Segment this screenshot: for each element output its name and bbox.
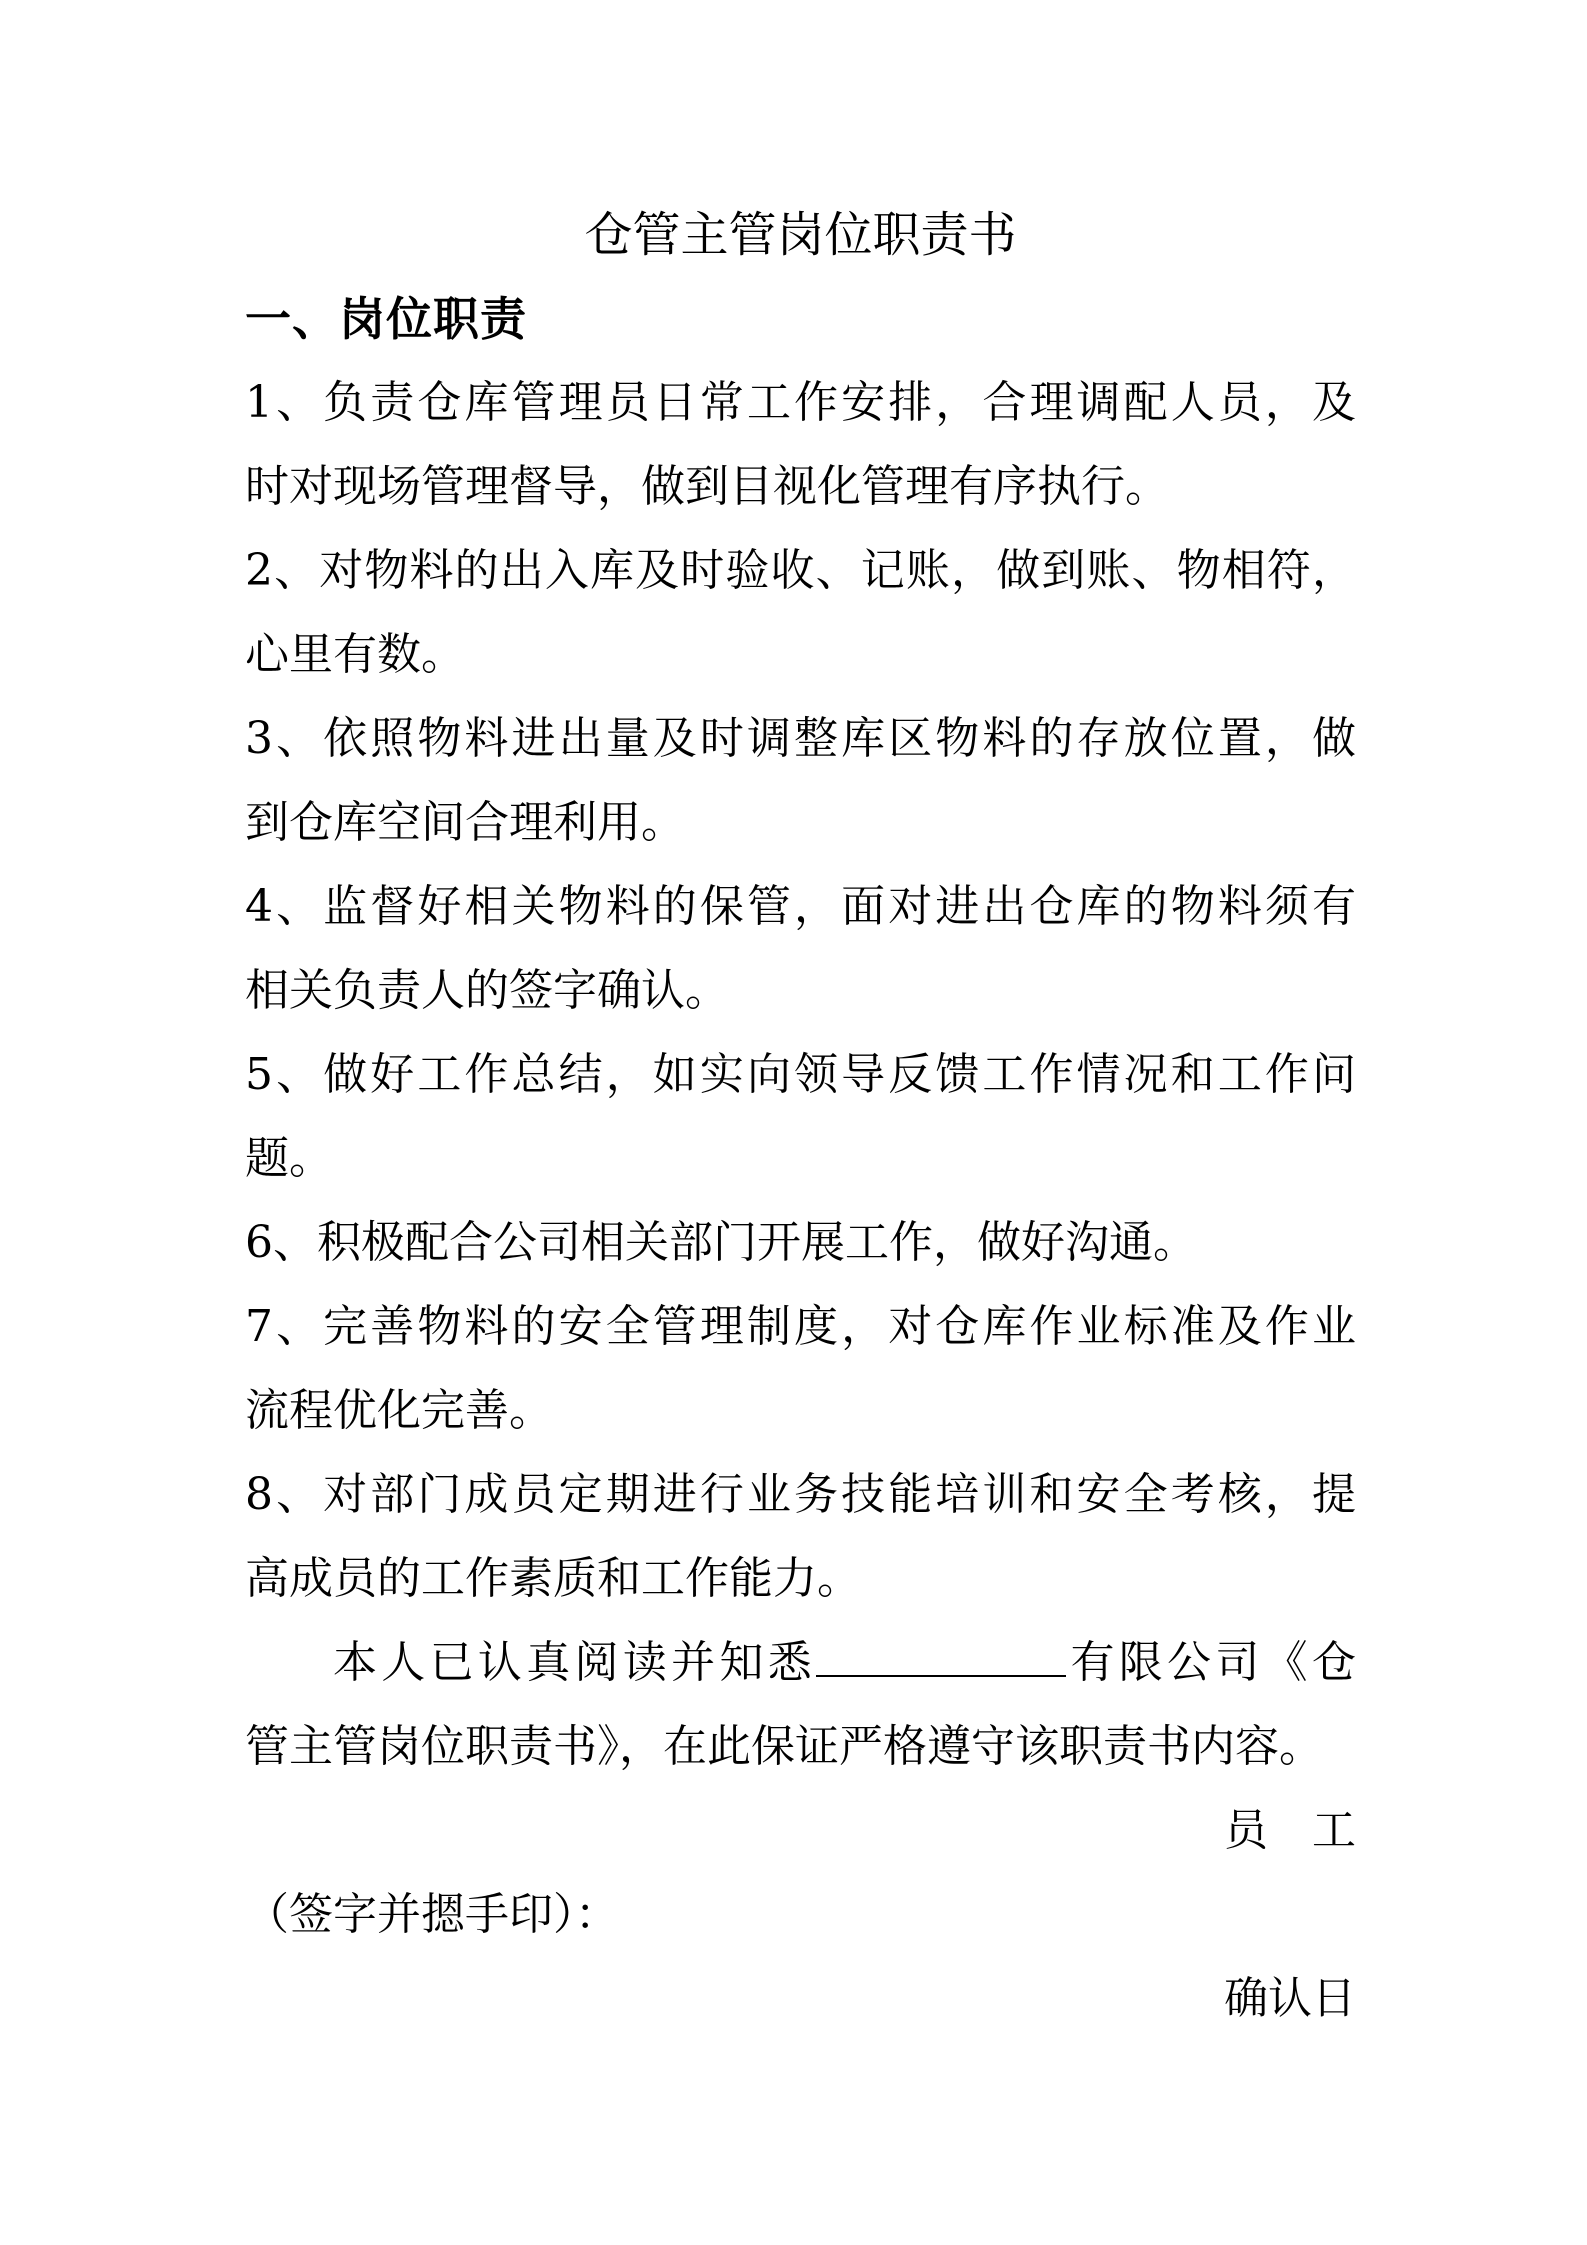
confirm-date-label: 确认日 bbox=[1224, 1973, 1356, 2024]
duty-item-line: 到仓库空间合理利用。 bbox=[245, 797, 685, 848]
duty-item-line: 流程优化完善。 bbox=[245, 1385, 553, 1436]
acknowledgement-text-end: 有限公司《仓 bbox=[1066, 1637, 1356, 1688]
duty-item-4 bbox=[245, 865, 1356, 1033]
duty-item-1 bbox=[245, 361, 1356, 529]
duty-item-line: 题。 bbox=[245, 1133, 333, 1184]
duty-item-line: 心里有数。 bbox=[245, 629, 465, 680]
section-heading: 一、岗位职责 bbox=[245, 292, 527, 346]
duty-item-line: 3、依照物料进出量及时调整库区物料的存放位置，做 bbox=[245, 713, 1356, 764]
acknowledgement-line-1 bbox=[245, 1621, 1356, 1705]
duty-item-line: 5、做好工作总结，如实向领导反馈工作情况和工作问 bbox=[245, 1049, 1356, 1100]
duty-item-7 bbox=[245, 1285, 1356, 1453]
sign-instruction: （签字并摁手印）： bbox=[245, 1889, 619, 1940]
duty-item-line: 4、监督好相关物料的保管，面对进出仓库的物料须有 bbox=[245, 881, 1356, 932]
duty-item-line: 7、完善物料的安全管理制度，对仓库作业标准及作业 bbox=[245, 1301, 1356, 1352]
duty-item-line: 6、积极配合公司相关部门开展工作，做好沟通。 bbox=[245, 1217, 1197, 1268]
acknowledgement-text-start: 本人已认真阅读并知悉 bbox=[333, 1637, 817, 1688]
duty-item-3 bbox=[245, 697, 1356, 865]
duty-item-5 bbox=[245, 1033, 1356, 1201]
duty-item-2 bbox=[245, 529, 1356, 697]
duty-item-line: 时对现场管理督导，做到目视化管理有序执行。 bbox=[245, 461, 1169, 512]
duty-item-line: 1、负责仓库管理员日常工作安排，合理调配人员，及 bbox=[245, 377, 1356, 428]
duty-item-line: 高成员的工作素质和工作能力。 bbox=[245, 1553, 861, 1604]
company-name-blank bbox=[816, 1637, 1066, 1677]
duty-item-8 bbox=[245, 1453, 1356, 1621]
duty-item-line: 相关负责人的签字确认。 bbox=[245, 965, 729, 1016]
employee-label: 员 工 bbox=[1224, 1805, 1356, 1856]
duty-item-line: 8、对部门成员定期进行业务技能培训和安全考核，提 bbox=[245, 1469, 1356, 1520]
acknowledgement-paragraph bbox=[245, 1621, 1356, 1789]
duty-item-6 bbox=[245, 1201, 1356, 1285]
document-title: 仓管主管岗位职责书 bbox=[584, 207, 1017, 263]
duty-item-line: 2、对物料的出入库及时验收、记账，做到账、物相符， bbox=[245, 545, 1356, 596]
document-page bbox=[245, 193, 1356, 2041]
acknowledgement-line-2: 管主管岗位职责书》，在此保证严格遵守该职责书内容。 bbox=[245, 1721, 1323, 1772]
